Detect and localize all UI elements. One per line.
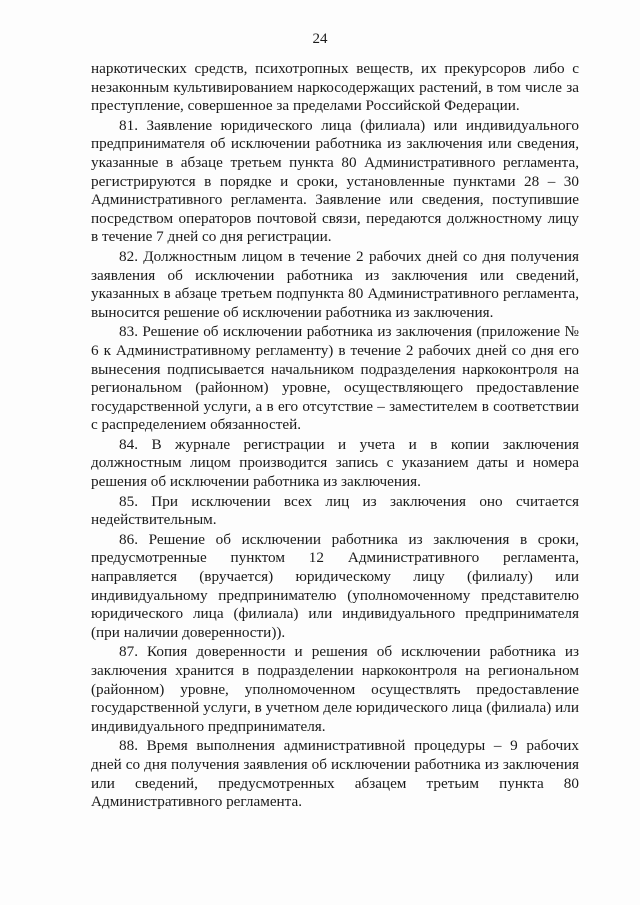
paragraph-85: 85. При исключении всех лиц из заключения оно считается недействительным. [91,492,579,529]
paragraph-continuation: наркотических средств, психотропных веществ, их прекурсоров либо с незаконным культивированием наркосодержащих растений, в том числе за преступление, совершенное за пределами Российской Федерации. [91,60,579,115]
paragraph-83: 83. Решение об исключении работника из заключения (приложение № 6 к Административному регламенту) в течение 2 рабочих дней со дня его вынесения подписывается начальником подразделения наркоконтроля на региональном (районном) уровне, осуществляющего предоставление государственной услуги, а в его отсутствие – заместителем в соответствии с распределением обязанностей. [91,323,579,434]
paragraph-87: 87. Копия доверенности и решения об исключении работника из заключения хранится в подразделении наркоконтроля на региональном (районном) уровне, уполномоченном осуществлять предоставление государственной услуги, в учетном деле юридического лица (филиала) или индивидуального предпринимателя. [91,643,579,735]
paragraph-82: 82. Должностным лицом в течение 2 рабочих дней со дня получения заявления об исключении работника из заключения или сведений, указанных в абзаце третьем подпункта 80 Административного регламента, выносится решение об исключении работника из заключения. [91,247,579,321]
paragraph-86: 86. Решение об исключении работника из заключения в сроки, предусмотренные пунктом 12 Административного регламента, направляется (вручается) юридическому лицу (филиалу) или индивидуальному предпринимателю (уполномоченному представителю юридического лица (филиала) или индивидуального предпринимателя (при наличии доверенности)). [91,530,579,641]
paragraph-88: 88. Время выполнения административной процедуры – 9 рабочих дней со дня получения заявления об исключении работника из заключения или сведений, предусмотренных абзацем третьим пункта 80 Административного регламента. [91,737,579,811]
document-body [91,60,579,812]
page-number: 24 [312,31,328,47]
paragraph-81: 81. Заявление юридического лица (филиала) или индивидуального предпринимателя об исключении работника из заключения или сведения, указанные в абзаце третьем пункта 80 Административного регламента, регистрируются в порядке и сроки, установленные пунктами 28 – 30 Административного регламента. Заявление или сведения, поступившие посредством операторов почтовой связи, передаются должностному лицу в течение 7 дней со дня регистрации. [91,116,579,246]
paragraph-84: 84. В журнале регистрации и учета и в копии заключения должностным лицом производится запись с указанием даты и номера решения об исключении работника из заключения. [91,435,579,491]
